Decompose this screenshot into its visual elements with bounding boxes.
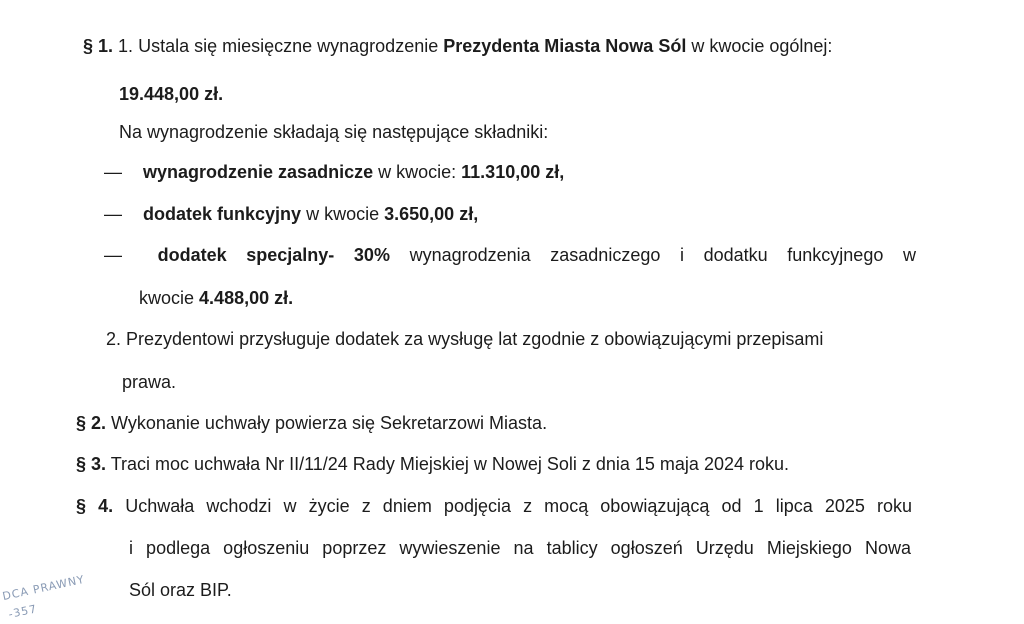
item-amount: 4.488,00 zł.	[199, 288, 294, 308]
par1-total: 19.448,00 zł.	[119, 84, 224, 104]
par1-point1-text-a: Ustala się miesięczne wynagrodzenie	[138, 36, 439, 56]
par1-components-intro: Na wynagrodzenie składają się następujące składniki:	[119, 122, 549, 142]
par4-line1	[76, 495, 912, 517]
item-text: wynagrodzenia zasadniczego i dodatku funkcyjnego w	[409, 245, 916, 265]
par1-point1-text-b: w kwocie ogólnej:	[691, 36, 833, 56]
item-amount: 11.310,00 zł,	[461, 162, 565, 182]
item-bold: dodatek specjalny- 30%	[157, 245, 390, 265]
par2-text: Wykonanie uchwały powierza się Sekretarzowi Miasta.	[111, 413, 548, 433]
par4-mark: § 4.	[76, 496, 114, 516]
par1-item-3-continuation	[139, 287, 293, 309]
par2-mark: § 2.	[76, 413, 107, 433]
par1-point2-line2: prawa.	[122, 372, 177, 392]
item-text: w kwocie:	[378, 162, 457, 182]
par1-line1	[83, 35, 832, 57]
item-text: w kwocie	[306, 204, 380, 224]
par2	[76, 412, 547, 434]
item-amount: 3.650,00 zł,	[384, 204, 479, 224]
par3-mark: § 3.	[76, 454, 107, 474]
stamp-line1: DCA PRAWNY	[1, 572, 86, 603]
par1-point1-bold: Prezydenta Miasta Nowa Sól	[443, 36, 687, 56]
stamp	[0, 574, 144, 624]
item-bold: dodatek funkcyjny	[143, 204, 302, 224]
stamp-line2: -357	[7, 602, 39, 621]
par4-line3: Sól oraz BIP.	[129, 580, 232, 600]
par1-item-1	[104, 161, 564, 183]
item-dash: —	[104, 245, 122, 265]
par1-item-2	[104, 203, 478, 225]
par1-item-3	[104, 244, 916, 266]
par1-point2-line1: 2. Prezydentowi przysługuje dodatek za wysługę lat zgodnie z obowiązującymi przepisami	[106, 329, 824, 349]
par3	[76, 453, 789, 475]
par1-mark: § 1.	[83, 36, 114, 56]
item-cont-text: kwocie	[139, 288, 195, 308]
par4-text-line1: Uchwała wchodzi w życie z dniem podjęcia z mocą obowiązującą od 1 lipca 2025 roku	[125, 496, 912, 516]
item-dash: —	[104, 162, 122, 182]
par3-text: Traci moc uchwała Nr II/11/24 Rady Miejskiej w Nowej Soli z dnia 15 maja 2024 roku.	[110, 454, 790, 474]
par1-point1-number: 1.	[118, 36, 134, 56]
item-bold: wynagrodzenie zasadnicze	[143, 162, 374, 182]
item-dash: —	[104, 204, 122, 224]
par4-line2: i podlega ogłoszeniu poprzez wywieszenie na tablicy ogłoszeń Urzędu Miejskiego Nowa	[129, 538, 911, 558]
